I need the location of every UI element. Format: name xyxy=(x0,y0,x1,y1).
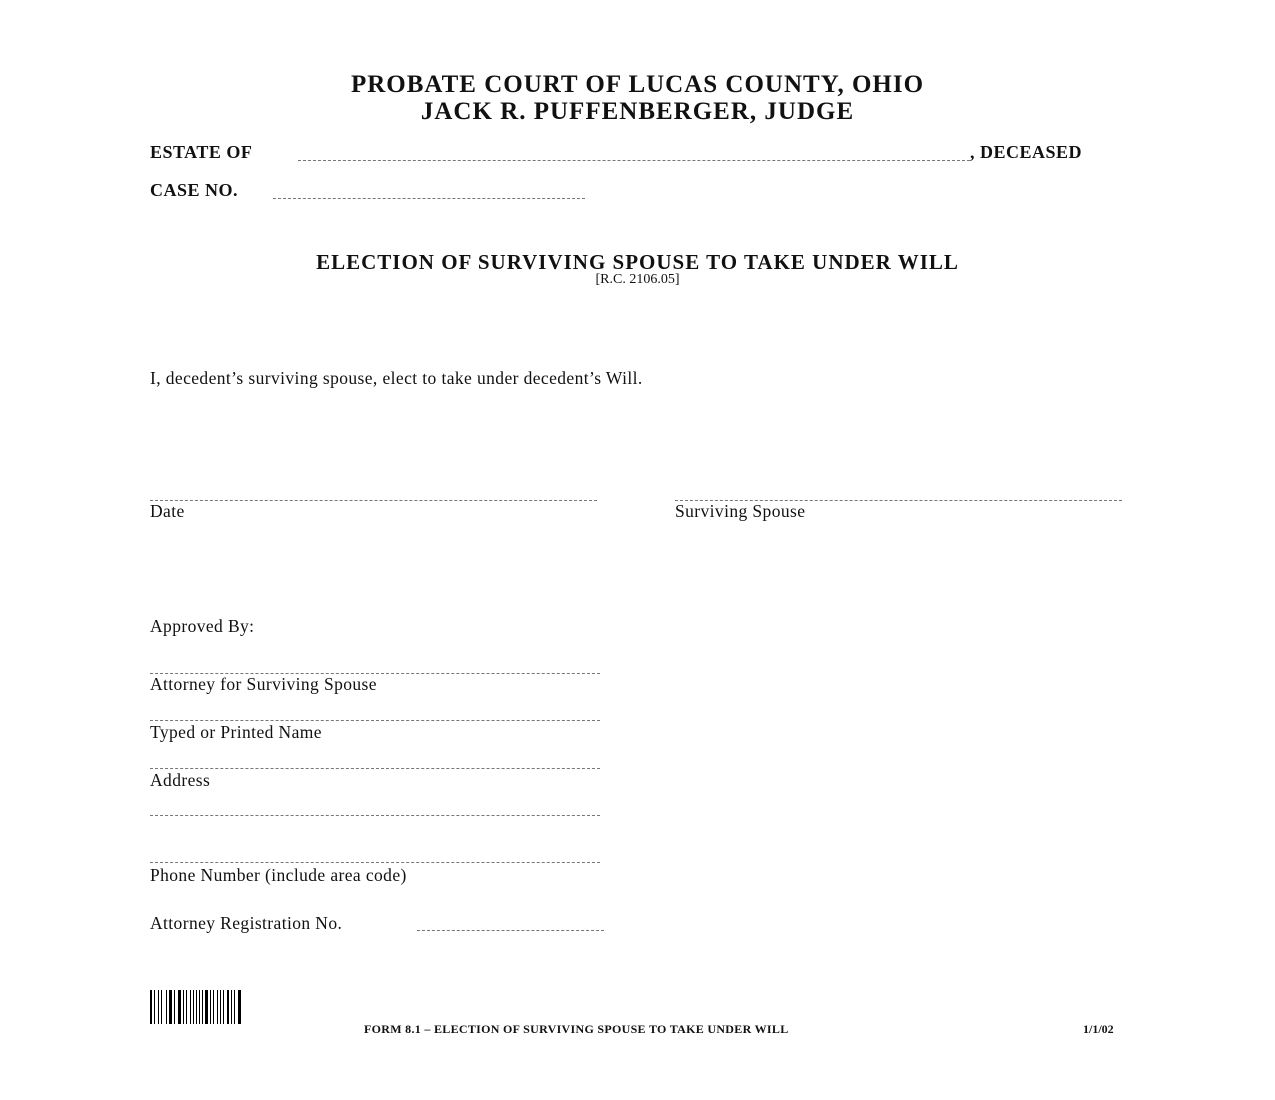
printed-name-line[interactable] xyxy=(150,720,600,721)
approved-by-heading: Approved By: xyxy=(150,616,255,636)
phone-label: Phone Number (include area code) xyxy=(150,865,407,885)
address-line-2[interactable] xyxy=(150,815,600,816)
registration-field[interactable] xyxy=(417,930,604,931)
estate-label: ESTATE OF xyxy=(150,142,253,162)
footer-form-name: FORM 8.1 – ELECTION OF SURVIVING SPOUSE TO TAKE UNDER WILL xyxy=(364,1022,789,1036)
registration-label: Attorney Registration No. xyxy=(150,913,343,933)
footer-revision-date: 1/1/02 xyxy=(1083,1022,1114,1036)
case-field[interactable] xyxy=(273,180,585,199)
estate-field[interactable] xyxy=(298,142,970,161)
phone-line[interactable] xyxy=(150,862,600,863)
spouse-label: Surviving Spouse xyxy=(675,501,806,521)
statute-reference: [R.C. 2106.05] xyxy=(595,272,680,287)
deceased-label: , DECEASED xyxy=(970,142,1083,162)
printed-name-label: Typed or Printed Name xyxy=(150,722,322,742)
case-label: CASE NO. xyxy=(150,180,239,200)
judge-name: JACK R. PUFFENBERGER, JUDGE xyxy=(420,98,855,125)
court-name: PROBATE COURT OF LUCAS COUNTY, OHIO xyxy=(350,71,925,98)
election-statement: I, decedent’s surviving spouse, elect to take under decedent’s Will. xyxy=(150,368,643,388)
form-title: ELECTION OF SURVIVING SPOUSE TO TAKE UNDER WILL xyxy=(316,250,959,274)
date-signature-line[interactable] xyxy=(150,500,597,501)
address-label: Address xyxy=(150,770,211,790)
date-label: Date xyxy=(150,501,185,521)
address-line-1[interactable] xyxy=(150,768,600,769)
attorney-label: Attorney for Surviving Spouse xyxy=(150,674,377,694)
barcode xyxy=(150,990,320,1024)
